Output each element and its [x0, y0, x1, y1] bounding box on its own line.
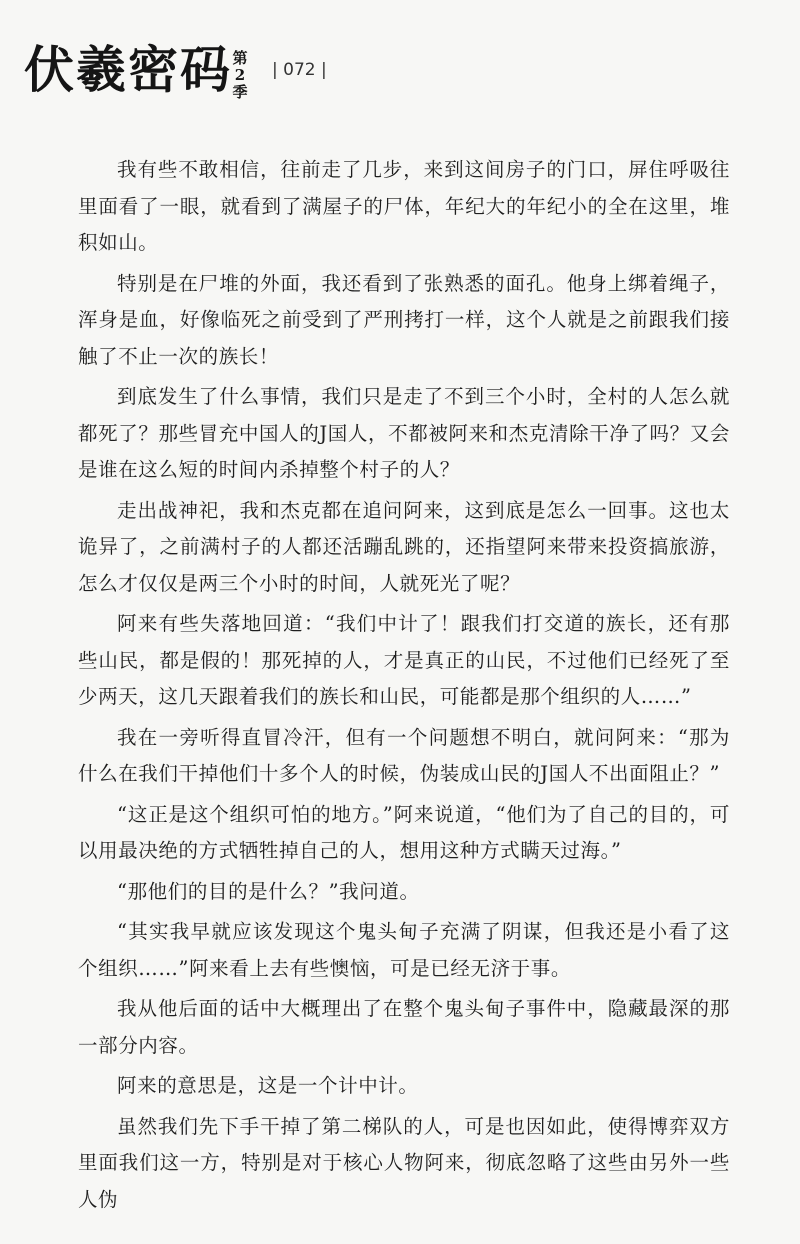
paragraph: 到底发生了什么事情，我们只是走了不到三个小时，全村的人怎么就都死了？那些冒充中国人的J国人，不都被阿来和杰克清除干净了吗？又会是谁在这么短的时间内杀掉整个村子的人？: [78, 385, 730, 481]
paragraph: 虽然我们先下手干掉了第二梯队的人，可是也因如此，使得博弈双方里面我们这一方，特别是对于核心人物阿来，彻底忽略了这些由另外一些人伪: [78, 1114, 730, 1211]
page-header: [24, 40, 784, 110]
paragraph: 阿来有些失落地回道：“我们中计了！跟我们打交道的族长，还有那些山民，都是假的！那死掉的人，才是真正的山民，不过他们已经死了至少两天，这几天跟着我们的族长和山民，可能都是那个组织的人……”: [78, 612, 730, 708]
paragraph: “其实我早就应该发现这个鬼头甸子充满了阴谋，但我还是小看了这个组织……”阿来看上去有些懊恼，可是已经无济于事。: [78, 920, 730, 980]
book-title: 伏羲密码: [24, 40, 232, 99]
paragraph: “那他们的目的是什么？”我问道。: [117, 879, 420, 903]
page-number: | 072 |: [272, 60, 327, 80]
paragraph: 我有些不敢相信，往前走了几步，来到这间房子的门口，屏住呼吸往里面看了一眼，就看到了满屋子的尸体，年纪大的年纪小的全在这里，堆积如山。: [78, 158, 730, 254]
paragraph: 特别是在尸堆的外面，我还看到了张熟悉的面孔。他身上绑着绳子，浑身是血，好像临死之前受到了严刑拷打一样，这个人就是之前跟我们接触了不止一次的族长！: [78, 271, 730, 368]
paragraph: 我在一旁听得直冒冷汗，但有一个问题想不明白，就问阿来：“那为什么在我们干掉他们十多个人的时候，伪装成山民的J国人不出面阻止？”: [78, 725, 730, 785]
paragraph: 我从他后面的话中大概理出了在整个鬼头甸子事件中，隐藏最深的那一部分内容。: [78, 997, 730, 1057]
body-text: [78, 152, 730, 1222]
paragraph: 阿来的意思是，这是一个计中计。: [117, 1074, 419, 1097]
season-mark: 第2季: [232, 49, 248, 101]
paragraph: “这正是这个组织可怕的地方。”阿来说道，“他们为了自己的目的，可以用最决绝的方式牺牲掉自己的人，想用这种方式瞒天过海。”: [78, 802, 730, 862]
paragraph: 走出战神祀，我和杰克都在追问阿来，这到底是怎么一回事。这也太诡异了，之前满村子的人都还活蹦乱跳的，还指望阿来带来投资搞旅游，怎么才仅仅是两三个小时的时间，人就死光了呢？: [78, 498, 730, 595]
